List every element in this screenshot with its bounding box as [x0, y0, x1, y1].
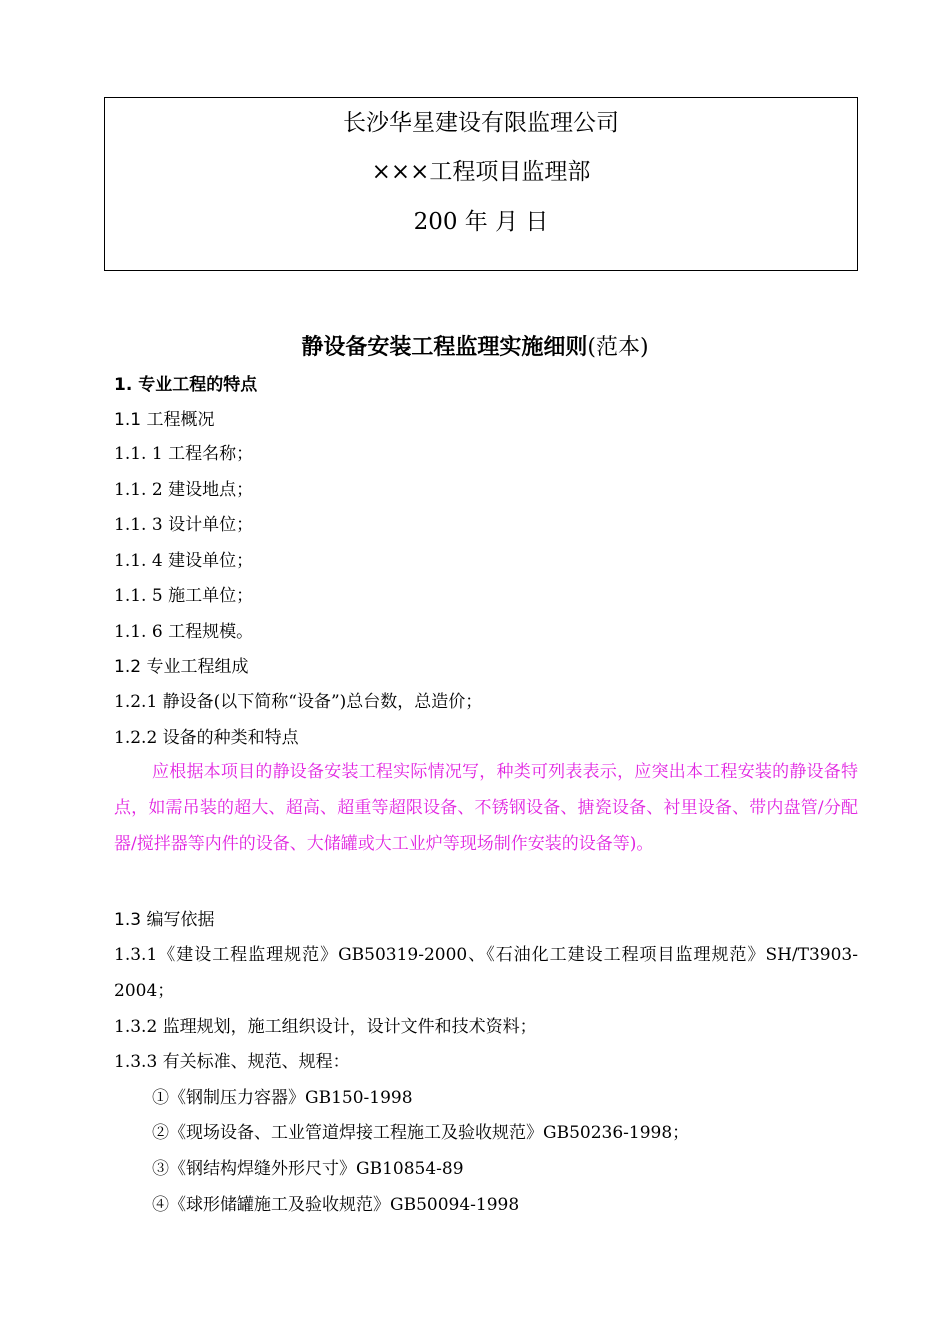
section-1-2-heading: 1.2 专业工程组成	[114, 657, 249, 677]
title-main: 静设备安装工程监理实施细则	[301, 335, 588, 360]
item-1-1-4: 1.1. 4 建设单位；	[114, 551, 254, 571]
standard-2: ②《现场设备、工业管道焊接工程施工及验收规范》GB50236-1998；	[152, 1123, 690, 1143]
item-1-3-1: 1.3.1《建设工程监理规范》GB50319-2000、《石油化工建设工程项目监理规范》SH/T3903-2004；	[114, 945, 858, 1001]
standard-1: ①《钢制压力容器》GB150-1998	[152, 1088, 413, 1108]
item-1-2-2: 1.2.2 设备的种类和特点	[114, 728, 299, 748]
header-date: 200 年 月 日	[413, 209, 549, 235]
standard-3: ③《钢结构焊缝外形尺寸》GB10854-89	[152, 1159, 464, 1179]
department-name: ×××工程项目监理部	[371, 159, 591, 185]
item-1-1-5: 1.1. 5 施工单位；	[114, 586, 254, 606]
company-name: 长沙华星建设有限监理公司	[343, 110, 619, 136]
item-1-1-6: 1.1. 6 工程规模。	[114, 622, 254, 642]
item-1-2-1: 1.2.1 静设备(以下简称“设备”)总台数，总造价；	[114, 692, 483, 712]
item-1-1-3: 1.1. 3 设计单位；	[114, 515, 254, 535]
section-1-3-heading: 1.3 编写依据	[114, 910, 215, 930]
standard-4: ④《球形储罐施工及验收规范》GB50094-1998	[152, 1195, 520, 1215]
section-1-heading: 1. 专业工程的特点	[114, 375, 258, 395]
item-1-1-1: 1.1. 1 工程名称；	[114, 444, 254, 464]
equipment-note: 应根据本项目的静设备安装工程实际情况写，种类可列表表示，应突出本工程安装的静设备特点，如需吊装的超大、超高、超重等超限设备、不锈钢设备、搪瓷设备、衬里设备、带内盘管/分配器/搅拌器等内件的设备、大储罐或大工业炉等现场制作安装的设备等)。	[114, 762, 858, 854]
item-1-3-3: 1.3.3 有关标准、规范、规程：	[114, 1052, 350, 1072]
title-suffix: (范本)	[587, 335, 649, 360]
section-1-1-heading: 1.1 工程概况	[114, 410, 215, 430]
document-title	[0, 333, 950, 363]
item-1-1-2: 1.1. 2 建设地点；	[114, 480, 254, 500]
header-box	[104, 97, 858, 271]
item-1-3-2: 1.3.2 监理规划，施工组织设计，设计文件和技术资料；	[114, 1017, 537, 1037]
